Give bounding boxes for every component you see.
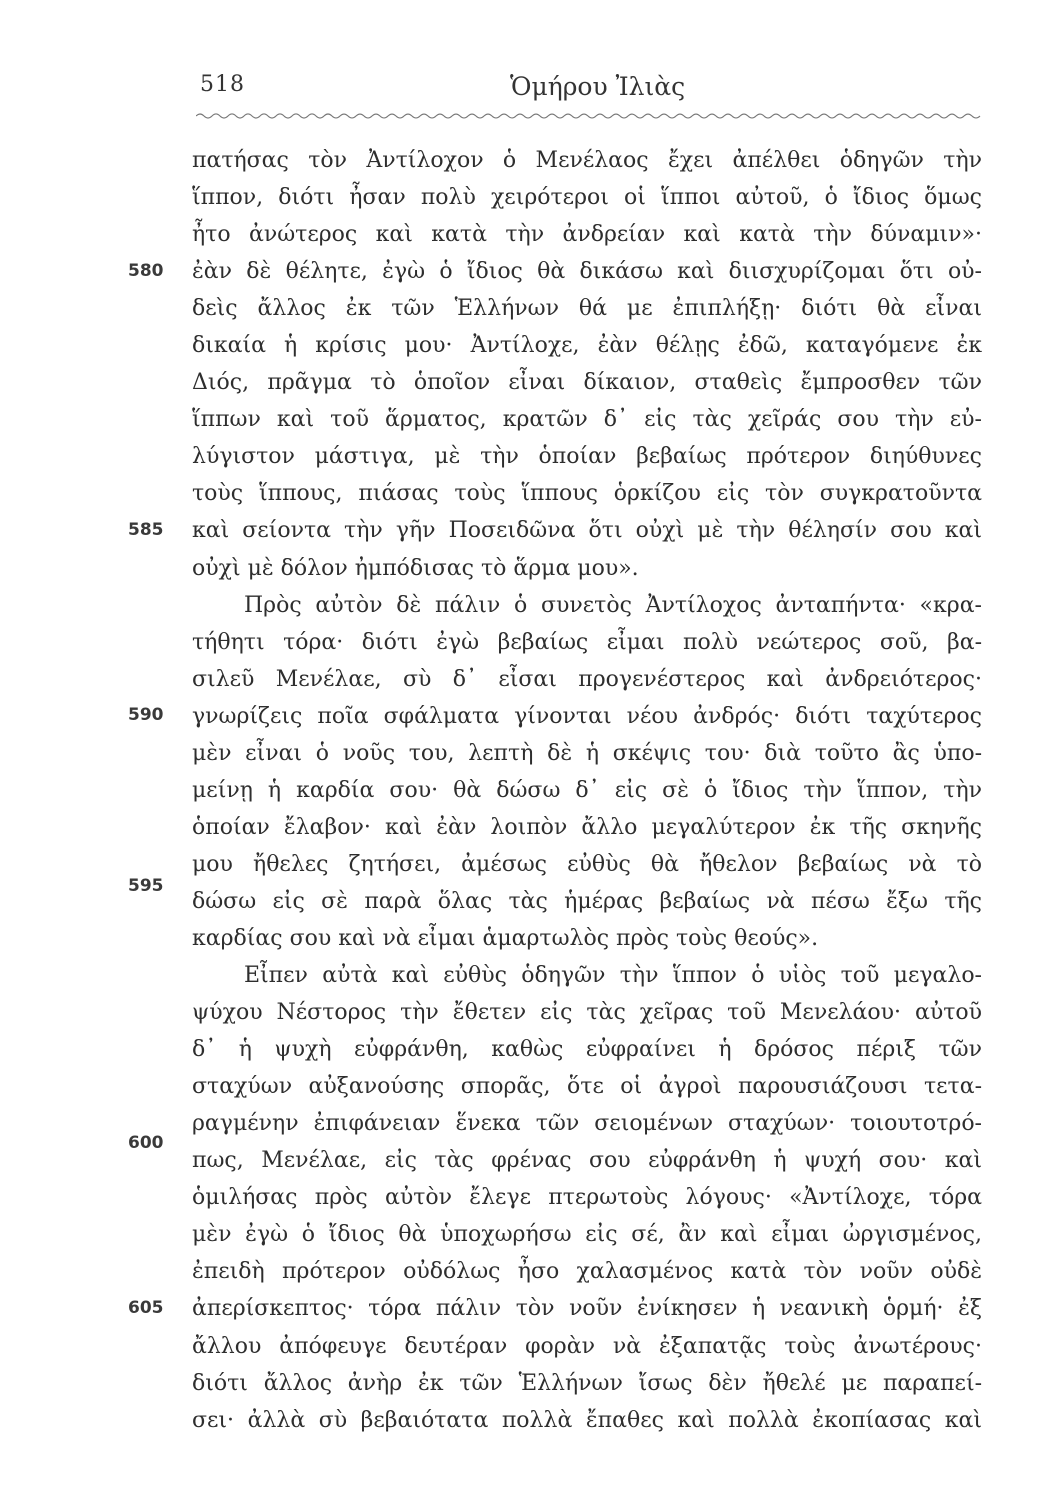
text-line: μὲν ἐγὼ ὁ ἴδιος θὰ ὑποχωρήσω εἰς σέ, ἂν καὶ εἶμαι ὠργισμένος, <box>192 1222 982 1248</box>
text-line: σει· ἀλλὰ σὺ βεβαιότατα πολλὰ ἔπαθες καὶ πολλὰ ἐκοπίασας καὶ <box>192 1407 982 1433</box>
verse-number: 605 <box>128 1298 164 1318</box>
text-line: ὁμιλήσας πρὸς αὐτὸν ἔλεγε πτερωτοὺς λόγους· «Ἀντίλοχε, τόρα <box>192 1185 982 1211</box>
text-line: πατήσας τὸν Ἀντίλοχον ὁ Μενέλαος ἔχει ἀπέλθει ὁδηγῶν τὴν <box>192 148 982 173</box>
text-line: γνωρίζεις ποῖα σφάλματα γίνονται νέου ἀνδρός· διότι ταχύτερος <box>192 703 982 729</box>
text-line: σιλεῦ Μενέλαε, σὺ δ᾿ εἶσαι προγενέστερος καὶ ἀνδρειότερος· <box>192 666 982 692</box>
text-line: ἵππον, διότι ἦσαν πολὺ χειρότεροι οἱ ἵπποι αὐτοῦ, ὁ ἴδιος ὅμως <box>192 185 982 211</box>
text-line: τήθητι τόρα· διότι ἐγὼ βεβαίως εἶμαι πολὺ νεώτερος σοῦ, βα- <box>192 629 982 655</box>
body-text <box>192 142 982 1439</box>
text-line: ἐπειδὴ πρότερον οὐδόλως ἦσο χαλασμένος κατὰ τὸν νοῦν οὐδὲ <box>192 1259 982 1285</box>
running-title: Ὁμήρου Ἰλιὰς <box>510 72 686 101</box>
text-line: δεὶς ἄλλος ἐκ τῶν Ἑλλήνων θά με ἐπιπλήξῃ· διότι θὰ εἶναι <box>192 296 982 322</box>
text-line: μείνῃ ἡ καρδία σου· θὰ δώσω δ᾿ εἰς σὲ ὁ ἴδιος τὴν ἵππον, τὴν <box>192 777 982 803</box>
page-number: 518 <box>200 72 245 97</box>
text-line: καρδίας σου καὶ νὰ εἶμαι ἁμαρτωλὸς πρὸς τοὺς θεούς». <box>192 925 819 951</box>
verse-number: 595 <box>128 876 164 896</box>
text-line: δ᾿ ἡ ψυχὴ εὐφράνθη, καθὼς εὐφραίνει ἡ δρόσος πέριξ τῶν <box>192 1037 982 1063</box>
text-line: ἀπερίσκεπτος· τόρα πάλιν τὸν νοῦν ἐνίκησεν ἡ νεανικὴ ὁρμή· ἐξ <box>192 1296 982 1322</box>
verse-number: 585 <box>128 520 164 540</box>
text-line: δικαία ἡ κρίσις μου· Ἀντίλοχε, ἐὰν θέλῃς ἐδῶ, καταγόμενε ἐκ <box>192 333 982 359</box>
text-line: σταχύων αὐξανούσης σπορᾶς, ὅτε οἱ ἀγροὶ παρουσιάζουσι τετα- <box>192 1074 982 1100</box>
text-line: λύγιστον μάστιγα, μὲ τὴν ὁποίαν βεβαίως πρότερον διηύθυνες <box>192 444 982 470</box>
text-line: ὁποίαν ἔλαβον· καὶ ἐὰν λοιπὸν ἄλλο μεγαλύτερον ἐκ τῆς σκηνῆς <box>192 814 982 840</box>
text-line: μου ἤθελες ζητήσει, ἀμέσως εὐθὺς θὰ ἤθελον βεβαίως νὰ τὸ <box>192 851 982 877</box>
text-line: ἵππων καὶ τοῦ ἅρματος, κρατῶν δ᾿ εἰς τὰς χεῖράς σου τὴν εὐ- <box>192 407 982 433</box>
text-line: μὲν εἶναι ὁ νοῦς του, λεπτὴ δὲ ἡ σκέψις του· διὰ τοῦτο ἂς ὑπο- <box>192 740 982 766</box>
decorative-wavy-rule <box>196 110 986 122</box>
text-line: καὶ σείοντα τὴν γῆν Ποσειδῶνα ὅτι οὐχὶ μὲ τὴν θέλησίν σου καὶ <box>192 518 982 544</box>
text-line: ἐὰν δὲ θέλητε, ἐγὼ ὁ ἴδιος θὰ δικάσω καὶ διισχυρίζομαι ὅτι οὐ- <box>192 259 982 285</box>
text-line: πως, Μενέλαε, εἰς τὰς φρένας σου εὐφράνθη ἡ ψυχή σου· καὶ <box>192 1148 982 1174</box>
paragraph-start-line: Πρὸς αὐτὸν δὲ πάλιν ὁ συνετὸς Ἀντίλοχος ἀνταπήντα· «κρα- <box>244 592 982 618</box>
text-line: οὐχὶ μὲ δόλον ἠμπόδισας τὸ ἅρμα μου». <box>192 555 639 581</box>
verse-number: 600 <box>128 1133 164 1153</box>
text-line: διότι ἄλλος ἀνὴρ ἐκ τῶν Ἑλλήνων ἴσως δὲν ἤθελέ με παραπεί- <box>192 1370 982 1396</box>
text-line: τοὺς ἵππους, πιάσας τοὺς ἵππους ὁρκίζου εἰς τὸν συγκρατοῦντα <box>192 481 982 507</box>
page-header <box>200 72 990 112</box>
text-line: ραγμένην ἐπιφάνειαν ἕνεκα τῶν σειομένων σταχύων· τοιουτοτρό- <box>192 1111 982 1137</box>
verse-number: 590 <box>128 705 164 725</box>
paragraph-start-line: Εἶπεν αὐτὰ καὶ εὐθὺς ὁδηγῶν τὴν ἵππον ὁ υἱὸς τοῦ μεγαλο- <box>244 963 982 989</box>
verse-number: 580 <box>128 261 164 281</box>
text-line: ἄλλου ἀπόφευγε δευτέραν φορὰν νὰ ἐξαπατᾷς τοὺς ἀνωτέρους· <box>192 1333 982 1359</box>
text-line: δώσω εἰς σὲ παρὰ ὅλας τὰς ἡμέρας βεβαίως νὰ πέσω ἔξω τῆς <box>192 888 982 914</box>
text-line: Διός, πρᾶγμα τὸ ὁποῖον εἶναι δίκαιον, σταθεὶς ἔμπροσθεν τῶν <box>192 370 982 396</box>
text-line: ἦτο ἀνώτερος καὶ κατὰ τὴν ἀνδρείαν καὶ κατὰ τὴν δύναμιν»· <box>192 222 982 248</box>
text-line: ψύχου Νέστορος τὴν ἔθετεν εἰς τὰς χεῖρας τοῦ Μενελάου· αὐτοῦ <box>192 1000 982 1026</box>
